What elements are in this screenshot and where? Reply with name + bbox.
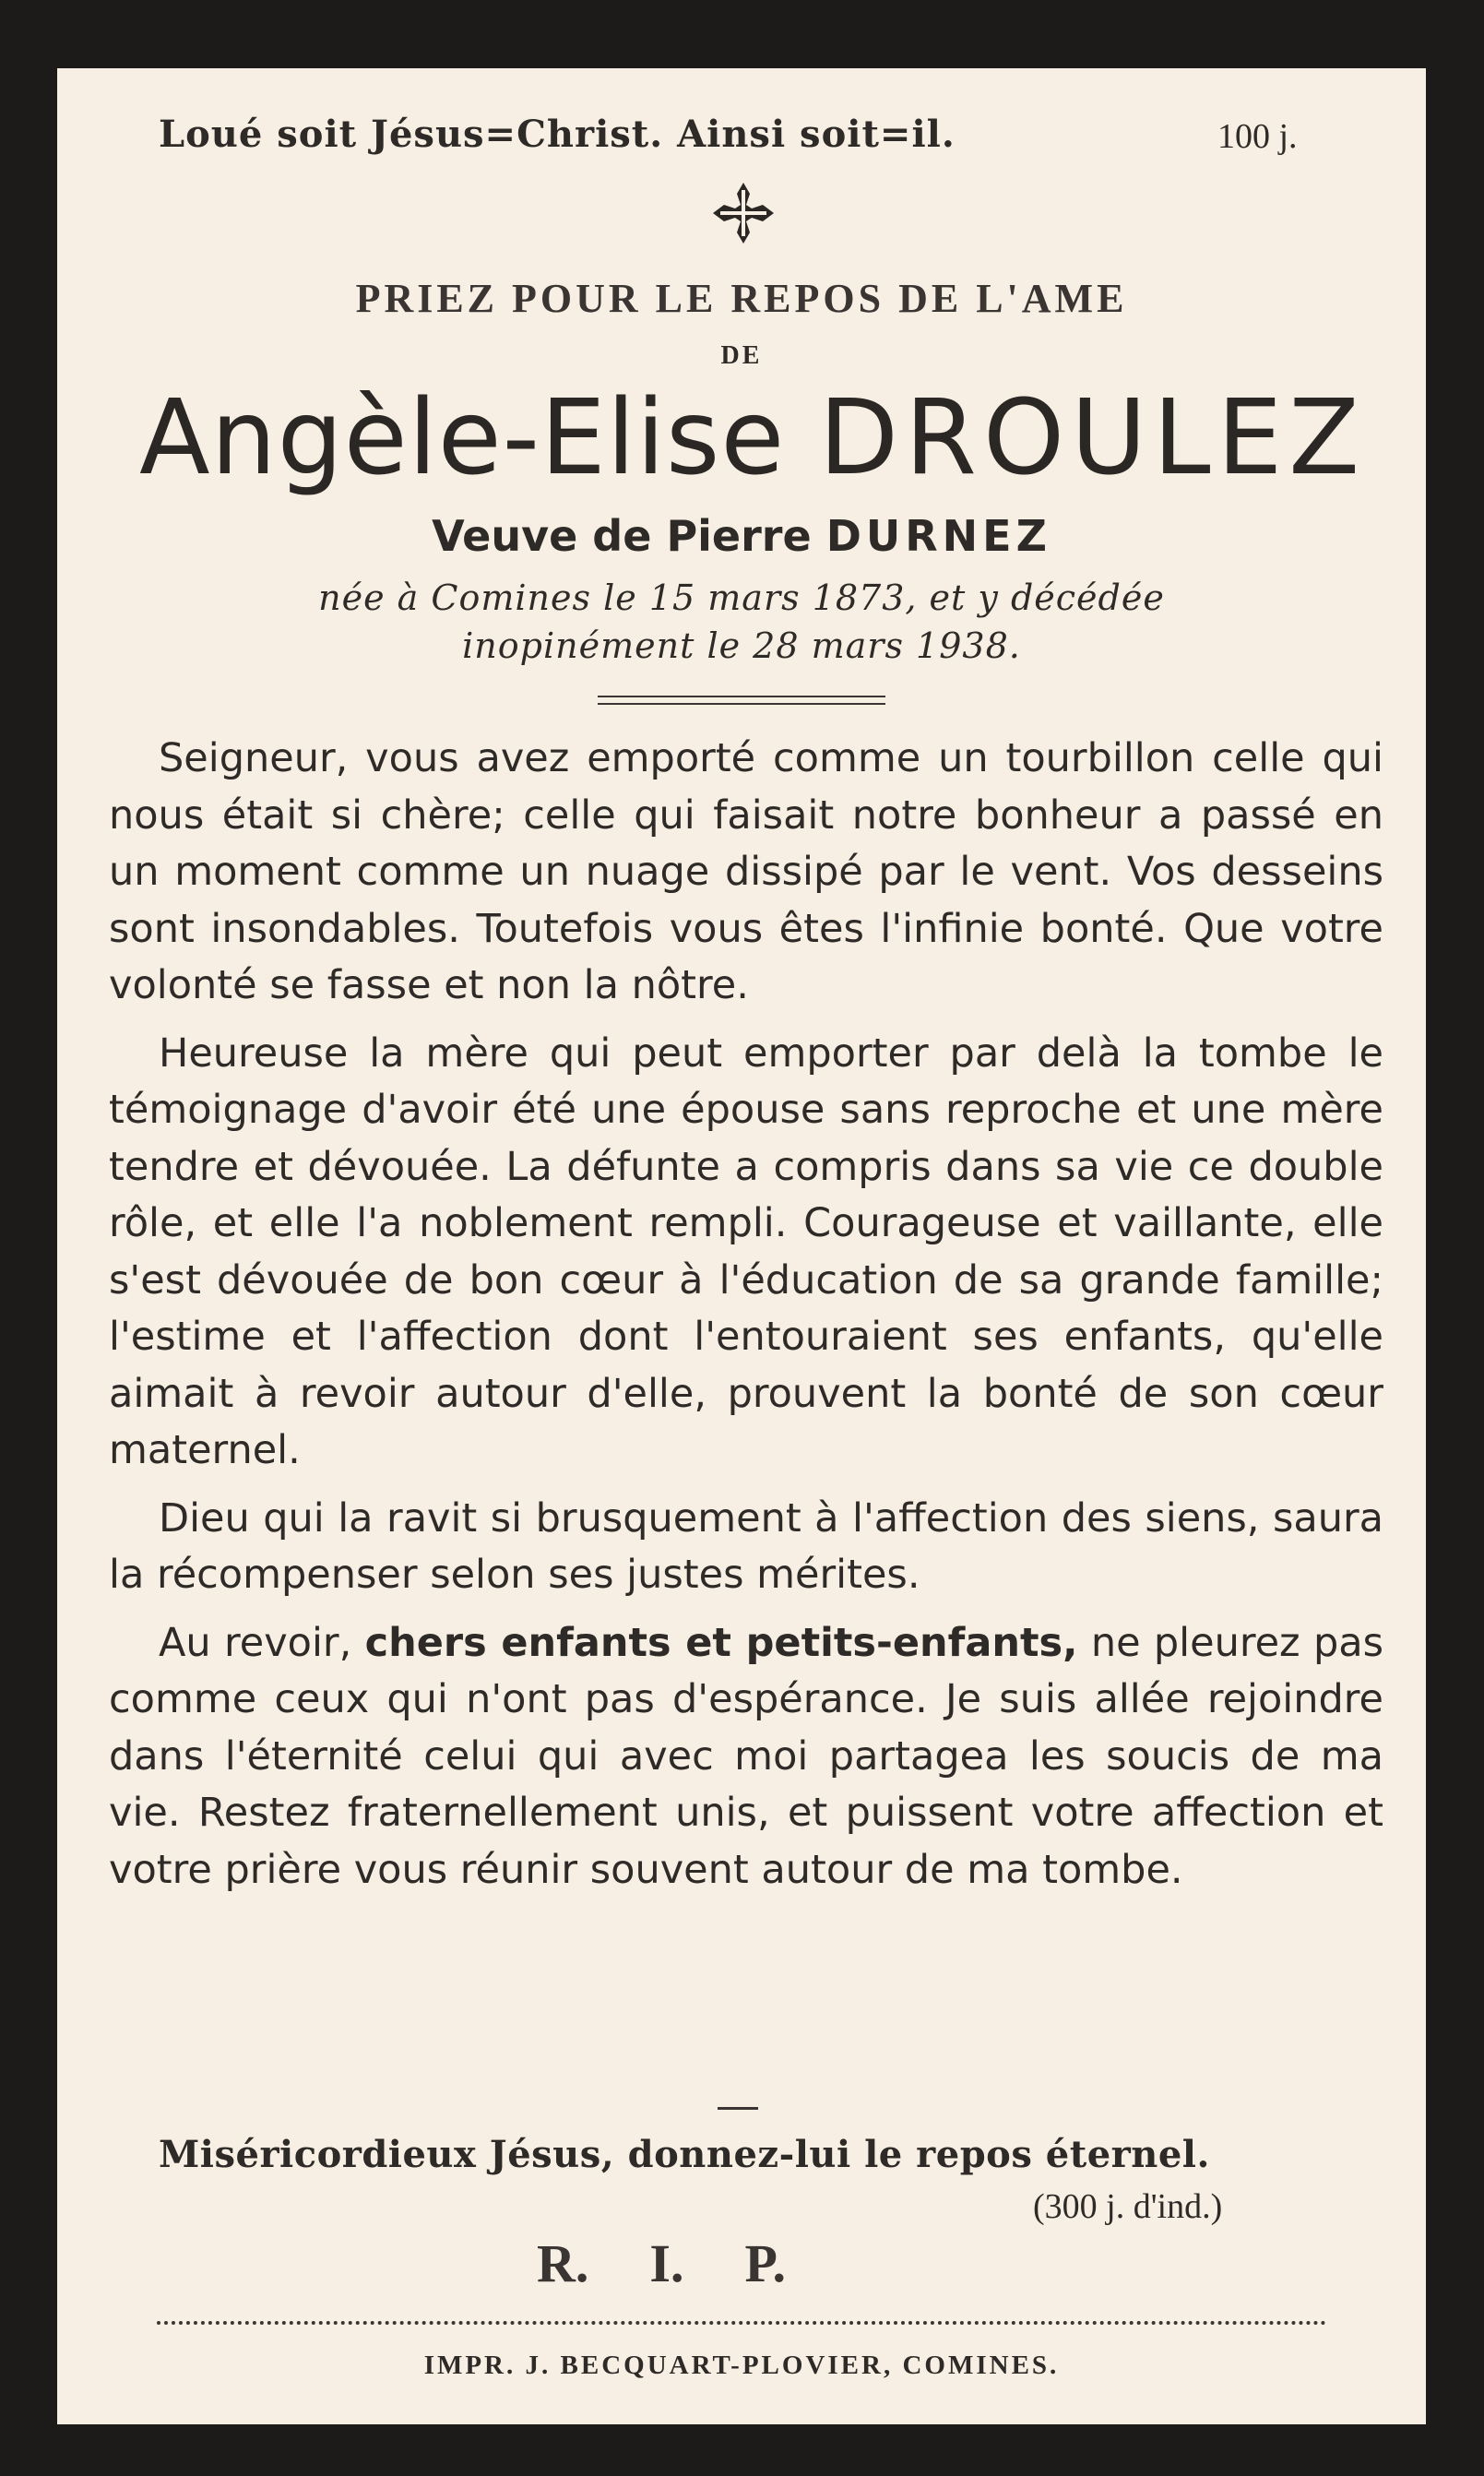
- deceased-first-names: Angèle-Elise: [139, 378, 786, 498]
- deceased-name: [107, 378, 1398, 498]
- invocation-line: Loué soit Jésus=Christ. Ainsi soit=il.: [159, 113, 956, 156]
- widow-prefix: Veuve de: [432, 511, 652, 561]
- rip-text: R. I. P.: [537, 2233, 787, 2293]
- memorial-text: [109, 731, 1383, 1910]
- paragraph-4-emphasis: chers enfants et petits-enfants,: [364, 1619, 1078, 1666]
- memorial-card: [57, 68, 1426, 2424]
- de-label: DE: [720, 341, 763, 370]
- printer-credit: IMPR. J. BECQUART-PLOVIER, COMINES.: [423, 2351, 1060, 2380]
- divider-top: [598, 696, 885, 697]
- widow-line: [57, 511, 1426, 561]
- death-line: inopinément le 28 mars 1938.: [462, 625, 1021, 666]
- dotted-divider: [157, 2321, 1326, 2325]
- deceased-surname: DROULEZ: [818, 378, 1366, 498]
- paragraph-4-rest: ne pleurez pas comme ceux qui n'ont pas d'espérance. Je suis allée rejoindre dans l'éternité celui qui avec moi partagea les soucis de ma vie. Restez fraternellement unis, et puissent votre affection et votre prière vous réunir souvent autour de ma tombe.: [109, 1619, 1383, 1893]
- divider-bottom: [598, 703, 885, 705]
- cross-icon: [707, 177, 779, 249]
- paragraph-3: Dieu qui la ravit si brusquement à l'affection des siens, saura la récompenser selon ses justes mérites.: [109, 1494, 1383, 1598]
- husband-first-name: Pierre: [666, 511, 812, 561]
- paragraph-1: Seigneur, vous avez emporté comme un tourbillon celle qui nous était si chère; celle qui faisait notre bonheur a passé en un moment comme un nuage dissipé par le vent. Vos desseins sont insondables. Toutefois vous êtes l'infinie bonté. Que votre volonté se fasse et non la nôtre.: [109, 735, 1383, 1008]
- closing-prayer: Miséricordieux Jésus, donnez-lui le repos éternel.: [159, 2133, 1210, 2176]
- paragraph-4: [109, 1615, 1383, 1899]
- short-divider: [718, 2107, 758, 2110]
- paragraph-2: Heureuse la mère qui peut emporter par delà la tombe le témoignage d'avoir été une épouse sans reproche et une mère tendre et dévouée. La défunte a compris dans sa vie ce double rôle, et elle l'a noblement rempli. Courageuse et vaillante, elle s'est dévouée de bon cœur à l'éducation de sa grande famille; l'estime et l'affection dont l'entouraient ses enfants, qu'elle aimait à revoir autour d'elle, prouvent la bonté de son cœur maternel.: [109, 1030, 1383, 1473]
- indulgence-top: 100 j.: [1217, 117, 1298, 156]
- paragraph-4-start: Au revoir,: [159, 1619, 352, 1666]
- birth-line: née à Comines le 15 mars 1873, et y décédée: [318, 577, 1165, 618]
- husband-surname: DURNEZ: [825, 511, 1051, 561]
- closing-indulgence: (300 j. d'ind.): [1033, 2187, 1223, 2226]
- prayer-heading: PRIEZ POUR LE REPOS DE L'AME: [355, 276, 1128, 321]
